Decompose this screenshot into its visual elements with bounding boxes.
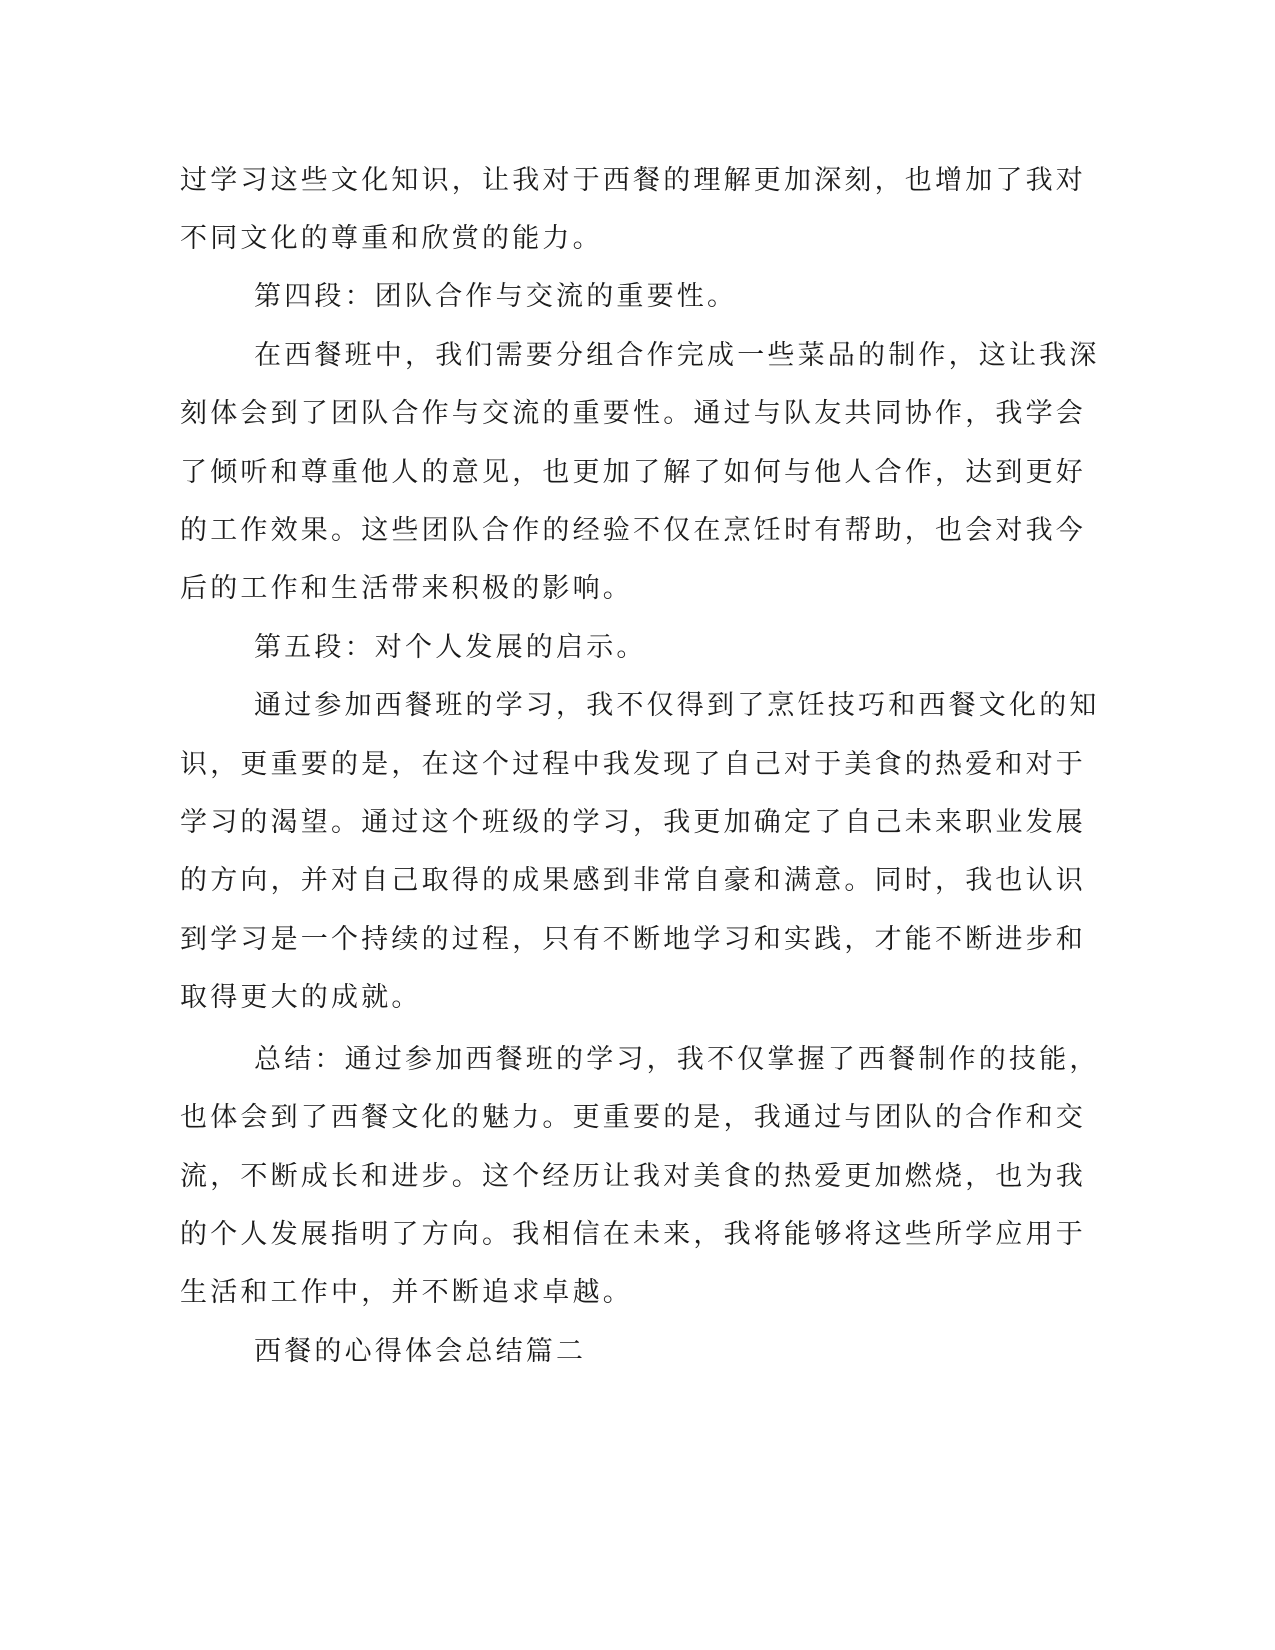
text-line: 也体会到了西餐文化的魅力。更重要的是，我通过与团队的合作和交 [180, 1102, 1086, 1133]
text-line: 刻体会到了团队合作与交流的重要性。通过与队友共同协作，我学会 [180, 398, 1086, 429]
text-line: 取得更大的成就。 [180, 982, 422, 1013]
text-line: 的个人发展指明了方向。我相信在未来，我将能够将这些所学应用于 [180, 1219, 1086, 1250]
text-line: 总结：通过参加西餐班的学习，我不仅掌握了西餐制作的技能， [254, 1044, 1100, 1075]
text-line: 了倾听和尊重他人的意见，也更加了解了如何与他人合作，达到更好 [180, 457, 1086, 488]
text-line: 通过参加西餐班的学习，我不仅得到了烹饪技巧和西餐文化的知 [254, 690, 1100, 721]
text-line: 生活和工作中，并不断追求卓越。 [180, 1277, 633, 1308]
text-line: 的工作效果。这些团队合作的经验不仅在烹饪时有帮助，也会对我今 [180, 515, 1086, 546]
text-line: 不同文化的尊重和欣赏的能力。 [180, 223, 603, 254]
text-line: 学习的渴望。通过这个班级的学习，我更加确定了自己未来职业发展 [180, 807, 1086, 838]
text-line: 的方向，并对自己取得的成果感到非常自豪和满意。同时，我也认识 [180, 865, 1086, 896]
text-line: 过学习这些文化知识，让我对于西餐的理解更加深刻，也增加了我对 [180, 165, 1086, 196]
text-line: 在西餐班中，我们需要分组合作完成一些菜品的制作，这让我深 [254, 340, 1100, 371]
text-line: 到学习是一个持续的过程，只有不断地学习和实践，才能不断进步和 [180, 924, 1086, 955]
section-heading: 第四段：团队合作与交流的重要性。 [254, 281, 738, 312]
text-line: 后的工作和生活带来积极的影响。 [180, 573, 633, 604]
section-title: 西餐的心得体会总结篇二 [254, 1336, 587, 1367]
text-line: 流，不断成长和进步。这个经历让我对美食的热爱更加燃烧，也为我 [180, 1161, 1086, 1192]
text-line: 识，更重要的是，在这个过程中我发现了自己对于美食的热爱和对于 [180, 749, 1086, 780]
section-heading: 第五段：对个人发展的启示。 [254, 632, 647, 663]
